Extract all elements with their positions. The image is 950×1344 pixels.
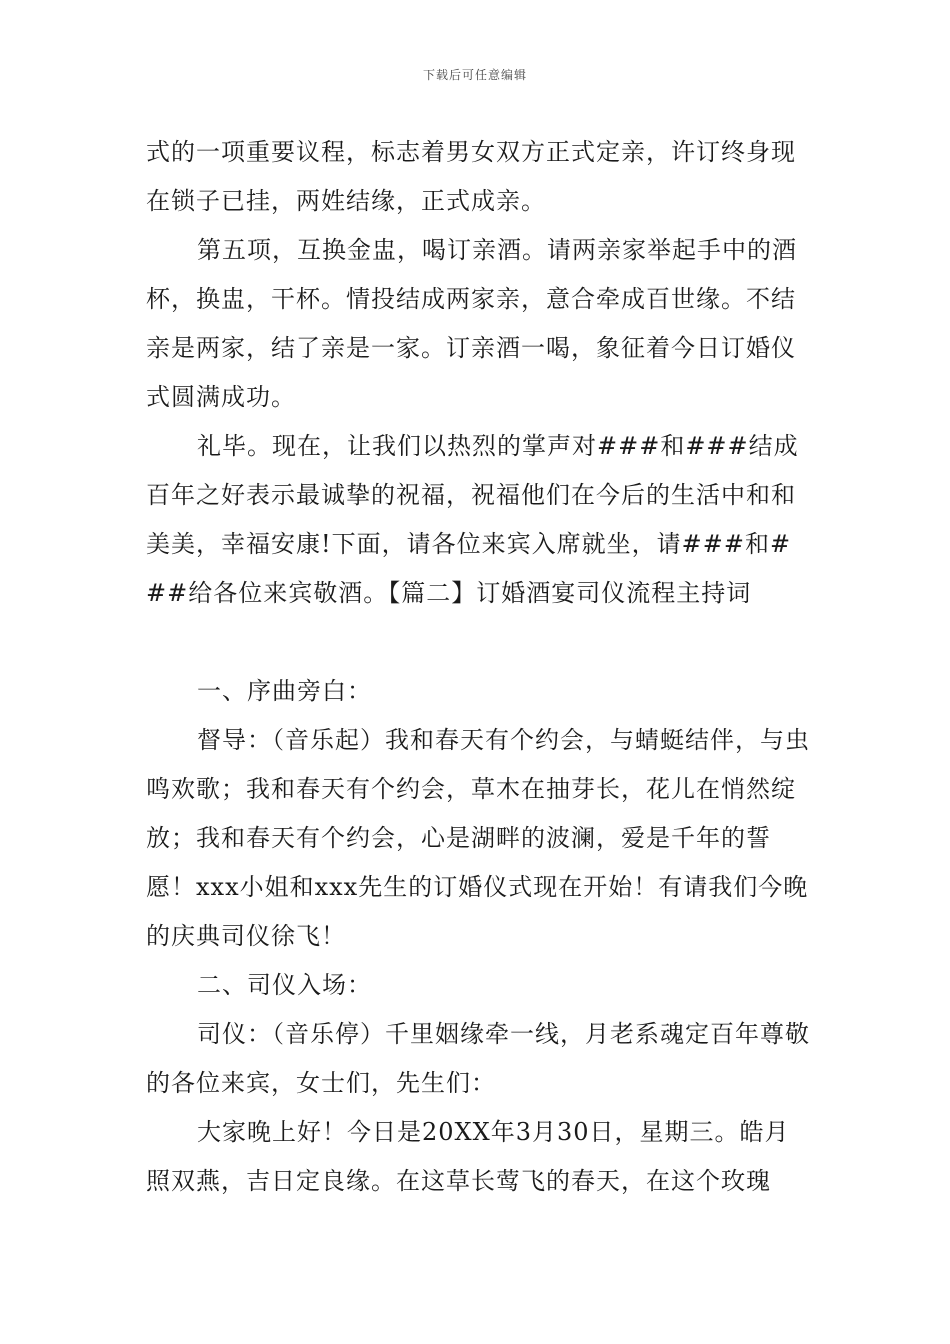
section-heading-prelude: 一、序曲旁白： [197, 677, 372, 705]
paragraph-host-opening: 司仪：（音乐停）千里姻缘牵一线，月老系魂定百年尊敬的各位来宾，女士们，先生们： [146, 1020, 810, 1097]
document-body [146, 128, 810, 1206]
paragraph-director-narration: 督导：（音乐起）我和春天有个约会，与蜻蜓结伴，与虫鸣欢歌；我和春天有个约会，草木在抽芽长，花儿在悄然绽放；我和春天有个约会，心是湖畔的波澜，爱是千年的誓愿！xxx小姐和xxx先生的订婚仪式现在开始！有请我们今晚的庆典司仪徐飞！ [146, 726, 810, 950]
paragraph-item-five: 第五项，互换金盅，喝订亲酒。请两亲家举起手中的酒杯，换盅，干杯。情投结成两家亲，意合牵成百世缘。不结亲是两家，结了亲是一家。订亲酒一喝，象征着今日订婚仪式圆满成功。 [146, 236, 797, 411]
header-note: 下载后可任意编辑 [422, 68, 527, 82]
paragraph-gap [146, 618, 810, 667]
section-heading-host-entrance: 二、司仪入场： [197, 971, 372, 999]
paragraph-greeting: 大家晚上好！今日是20XX年3月30日，星期三。皓月照双燕，吉日定良缘。在这草长莺飞的春天，在这个玫瑰 [146, 1118, 790, 1195]
paragraph-continuation: 式的一项重要议程，标志着男女双方正式定亲，许订终身现在锁子已挂，两姓结缘，正式成亲。 [146, 138, 796, 215]
paragraph-ceremony-end: 礼毕。现在，让我们以热烈的掌声对###和###结成百年之好表示最诚挚的祝福，祝福他们在今后的生活中和和美美，幸福安康!下面，请各位来宾入席就坐，请###和###给各位来宾敬酒。【篇二】订婚酒宴司仪流程主持词 [146, 432, 799, 607]
